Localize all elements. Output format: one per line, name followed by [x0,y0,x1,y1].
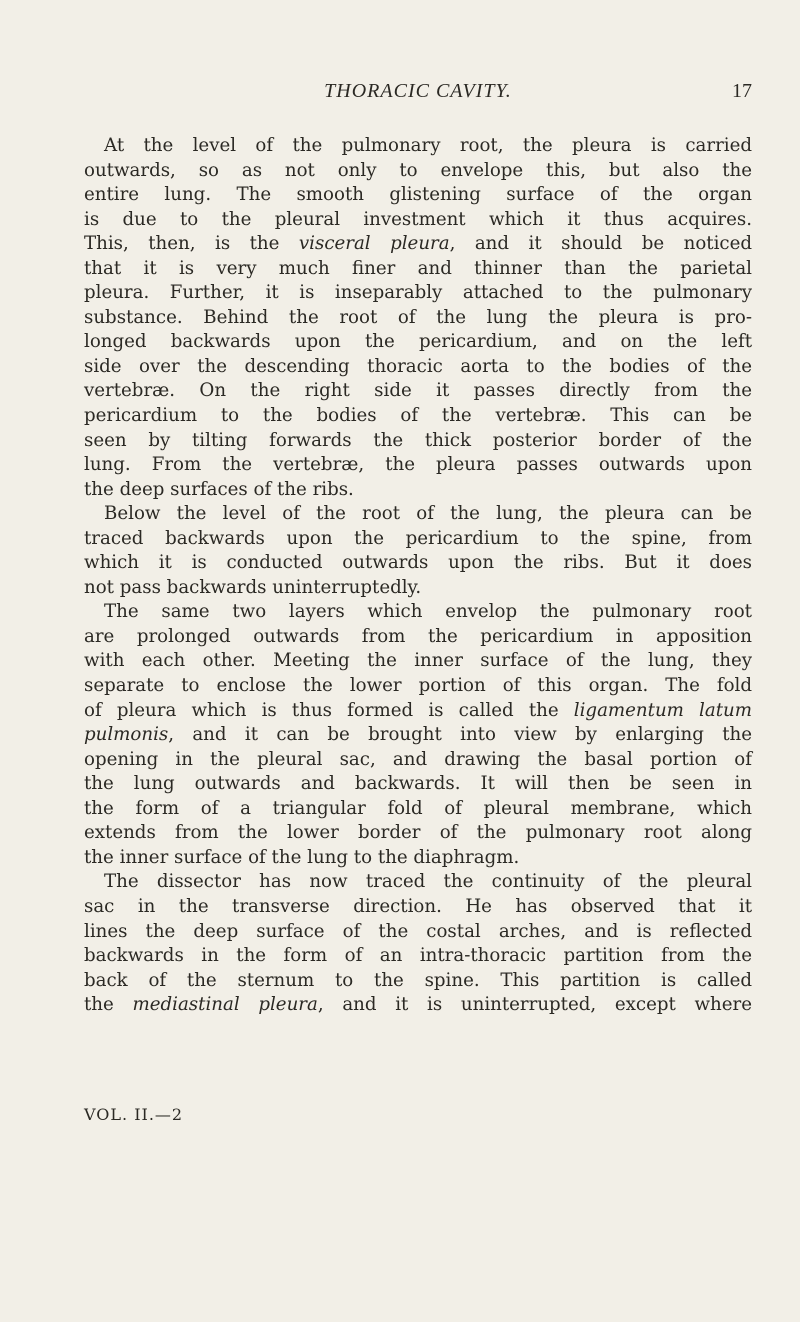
text-line: At the level of the pulmonary root, the pleura is carried [104,135,752,156]
text-line: The same two layers which envelop the pulmonary root [104,601,752,623]
running-title: THORACIC CAVITY. [324,80,512,102]
text-line: sac in the transverse direction. He has observed that it [84,895,752,917]
text-run: , and it is uninterrupted, except where [317,994,752,1016]
text-line: opening in the pleural sac, and drawing the basal portion of [84,748,752,770]
text-line: with each other. Meeting the inner surface of the lung, they [84,650,752,672]
text-line [84,232,752,257]
text-line [84,699,752,724]
text-line: pleura. Further, it is inseparably attached to the pulmonary [84,282,752,304]
running-head [84,78,752,106]
text-line: lung. From the vertebræ, the pleura passes outwards upon [84,454,752,476]
italic-term: pulmonis [84,724,169,746]
text-line: lines the deep surface of the costal arches, and is reflected [84,920,752,942]
italic-term: ligamentum latum [573,699,752,721]
text-line: Below the level of the root of the lung, the pleura can be [104,503,752,525]
italic-term: visceral pleura [298,233,450,255]
text-line: backwards in the form of an intra-thoracic partition from the [84,945,752,967]
text-line: which it is conducted outwards upon the ribs. But it does [84,552,752,574]
text-run: , and it can be brought into view by enlarging the [168,724,752,746]
text-line: is due to the pleural investment which it thus acquires. [84,208,752,230]
text-line: are prolonged outwards from the pericardium in apposition [84,625,752,647]
text-line: substance. Behind the root of the lung the pleura is pro- [84,306,752,328]
text-run: , and it should be noticed [449,233,753,255]
page-number: 17 [732,80,752,102]
italic-term: mediastinal pleura [132,994,318,1016]
text-line: the inner surface of the lung to the diaphragm. [84,846,520,868]
body-text [84,134,752,1018]
text-line: the deep surfaces of the ribs. [84,478,354,500]
text-line: longed backwards upon the pericardium, and on the left [84,331,752,353]
text-line [84,723,752,748]
text-line: side over the descending thoracic aorta to the bodies of the [84,355,752,377]
signature-mark: VOL. II.—2 [84,1105,184,1124]
text-line: not pass backwards uninterruptedly. [84,576,422,598]
text-line: separate to enclose the lower portion of this organ. The fold [84,675,752,697]
text-line: outwards, so as not only to envelope this, but also the [84,159,752,181]
text-line: seen by tilting forwards the thick posterior border of the [84,429,752,451]
text-run: This, then, is the [84,233,299,255]
text-line: pericardium to the bodies of the vertebræ. This can be [84,405,752,427]
text-line [84,993,752,1018]
text-line: The dissector has now traced the continuity of the pleural [104,871,752,893]
text-line: the form of a triangular fold of pleural membrane, which [84,797,752,819]
text-line: entire lung. The smooth glistening surface of the organ [84,184,752,206]
text-run: the [84,994,133,1016]
text-run: of pleura which is thus formed is called the [84,699,574,721]
text-line: the lung outwards and backwards. It will then be seen in [84,773,752,795]
text-line: extends from the lower border of the pulmonary root along [84,822,752,844]
text-line: vertebræ. On the right side it passes directly from the [84,380,752,402]
text-line: traced backwards upon the pericardium to the spine, from [84,527,752,549]
text-line: back of the sternum to the spine. This partition is called [84,969,752,991]
text-line: that it is very much finer and thinner than the parietal [84,257,752,279]
